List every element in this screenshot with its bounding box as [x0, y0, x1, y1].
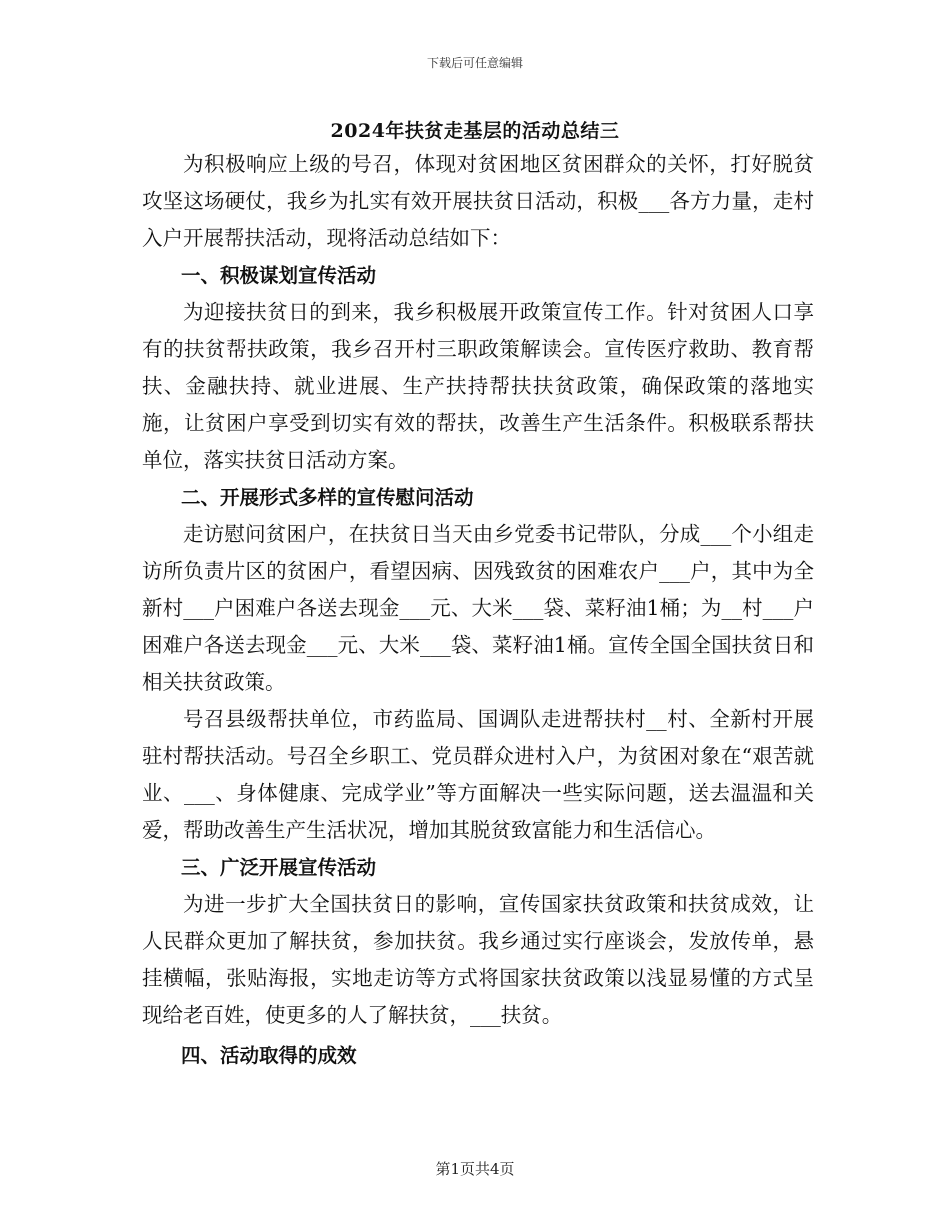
section-heading-2: 二、开展形式多样的宣传慰问活动	[181, 486, 474, 509]
page-indicator: 第1页共4页	[435, 1160, 515, 1178]
header-note: 下载后可任意编辑	[426, 56, 523, 70]
section-1-paragraph-1: 为迎接扶贫日的到来，我乡积极展开政策宣传工作。针对贫困人口享有的扶贫帮扶政策，我乡召开村三职政策解读会。宣传医疗救助、教育帮扶、金融扶持、就业进展、生产扶持帮扶扶贫政策，确保政策的落地实施，让贫困户享受到切实有效的帮扶，改善生产生活条件。积极联系帮扶单位，落实扶贫日活动方案。	[142, 300, 814, 472]
section-heading-4: 四、活动取得的成效	[181, 1044, 357, 1067]
section-2-paragraph-2: 号召县级帮扶单位，市药监局、国调队走进帮扶村__村、全新村开展驻村帮扶活动。号召全乡职工、党员群众进村入户，为贫困对象在“艰苦就业、___、身体健康、完成学业”等方面解决一些实际问题，送去温温和关爱，帮助改善生产生活状况，增加其脱贫致富能力和生活信心。	[142, 707, 814, 842]
section-3-paragraph-1: 为进一步扩大全国扶贫日的影响，宣传国家扶贫政策和扶贫成效，让人民群众更加了解扶贫，参加扶贫。我乡通过实行座谈会，发放传单，悬挂横幅，张贴海报，实地走访等方式将国家扶贫政策以浅显易懂的方式呈现给老百姓，使更多的人了解扶贫，___扶贫。	[142, 892, 814, 1027]
intro-paragraph: 为积极响应上级的号召，体现对贫困地区贫困群众的关怀，打好脱贫攻坚这场硬仗，我乡为扎实有效开展扶贫日活动，积极___各方力量，走村入户开展帮扶活动，现将活动总结如下：	[142, 152, 814, 250]
section-2-paragraph-1: 走访慰问贫困户，在扶贫日当天由乡党委书记带队，分成___个小组走访所负责片区的贫困户，看望因病、因残致贫的困难农户___户，其中为全新村___户困难户各送去现金___元、大米___袋、菜籽油1桶；为__村___户困难户各送去现金___元、大米___袋、菜籽油1桶。宣传全国全国扶贫日和相关扶贫政策。	[142, 522, 814, 694]
section-heading-3: 三、广泛开展宣传活动	[181, 856, 377, 879]
document-title: 2024年扶贫走基层的活动总结三	[330, 120, 620, 142]
section-heading-1: 一、积极谋划宣传活动	[181, 264, 377, 287]
document-body	[142, 146, 814, 1074]
